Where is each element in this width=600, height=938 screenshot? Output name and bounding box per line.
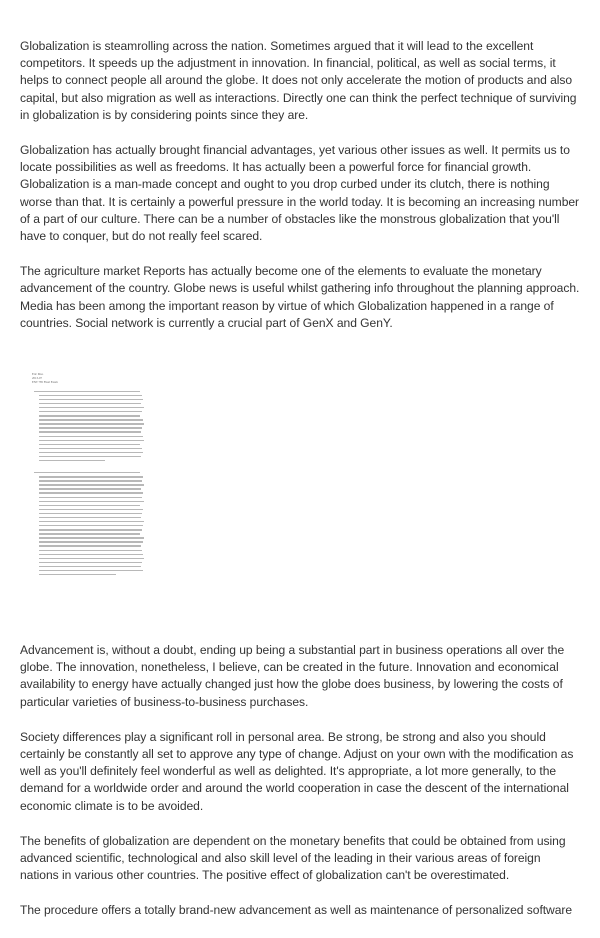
document-text-line [39, 460, 105, 461]
document-text-line [39, 554, 144, 555]
document-text-line [39, 488, 141, 489]
document-text-line [39, 440, 145, 441]
paragraph-4: Advancement is, without a doubt, ending up being a substantial part in business operations all over the globe. The innovation, nonetheless, I believe, can be created in the future. Innovation and economical availability to energy have actually changed just how the globe does business, by lowering the costs of particular varieties of business-to-business purchases. [20, 643, 565, 709]
document-text-line [39, 419, 144, 420]
document-text-line [39, 484, 145, 485]
document-text-lines [32, 391, 142, 576]
document-header [32, 372, 142, 385]
document-text-line [39, 492, 144, 493]
document-text-line [39, 415, 140, 416]
document-text-line [39, 513, 142, 514]
document-paragraph-gap [32, 464, 142, 472]
paragraph-7: The procedure offers a totally brand-new advancement as well as maintenance of personalized software [20, 903, 573, 918]
document-text-line [39, 529, 142, 530]
document-text-line [39, 509, 144, 510]
document-text-line [39, 537, 145, 538]
document-text-line [39, 574, 116, 575]
article-body [20, 38, 580, 938]
document-text-line [39, 427, 142, 428]
document-text-line [39, 452, 144, 453]
document-text-line [39, 501, 145, 502]
document-text-line [39, 480, 142, 481]
document-text-line [39, 403, 141, 404]
document-course: ENT 785 Final Exam [32, 380, 58, 385]
document-text-line [39, 570, 144, 571]
document-text-line [39, 395, 142, 396]
embedded-document-image [32, 372, 142, 612]
document-text-line [39, 476, 144, 477]
document-date: 2013-07 [32, 376, 42, 381]
document-text-line [39, 521, 145, 522]
document-text-line [39, 456, 141, 457]
document-text-line [39, 517, 141, 518]
document-text-line [39, 448, 142, 449]
paragraph-1: Globalization is steamrolling across the nation. Sometimes argued that it will lead to the excellent competitors. It speeds up the adjustment in innovation. In financial, political, as well as social terms, it helps to connect people all around the globe. It does not only accelerate the motion of products and also capital, but also migration as well as interactions. Directly one can think the perfect technique of surviving in globalization is by considering points since they are. [20, 39, 577, 122]
document-text-line [39, 550, 142, 551]
document-text-line [39, 562, 142, 563]
document-text-line [34, 391, 140, 392]
document-text-line [39, 436, 144, 437]
document-text-line [39, 411, 142, 412]
document-text-line [39, 444, 140, 445]
document-text-line [39, 505, 140, 506]
paragraph-2: Globalization has actually brought financial advantages, yet various other issues as well. It permits us to locate possibilities as well as freedoms. It has actually been a powerful force for financial growth. Globalization is a man-made concept and ought to you drop curbed under its clutch, there is nothing worse than that. It is certainly a powerful pressure in the world today. It is becoming an increasing number of a part of our culture. There can be a number of obstacles like the monstrous globalization that you'll have to conquer, but do not really feel scared. [20, 143, 580, 244]
document-text-line [39, 407, 145, 408]
document-author: Eric Mao [32, 372, 44, 377]
document-text-line [39, 533, 140, 534]
paragraph-3: The agriculture market Reports has actually become one of the elements to evaluate the monetary advancement of the country. Globe news is useful whilst gathering info throughout the planning approach. Media has been among the important reason by virtue of which Globalization happened in a range of countries. Social network is currently a crucial part of GenX and GenY. [20, 264, 580, 330]
document-text-line [34, 472, 140, 473]
document-text-line [39, 566, 141, 567]
document-text-line [39, 399, 144, 400]
document-text-line [39, 497, 142, 498]
document-text-line [39, 541, 144, 542]
document-text-line [39, 558, 145, 559]
document-text-line [39, 525, 144, 526]
document-text-line [39, 423, 145, 424]
paragraph-6: The benefits of globalization are dependent on the monetary benefits that could be obtained from using advanced scientific, technological and also skill level of the leading in their various areas of foreign nations in various other countries. The positive effect of globalization can't be overestimated. [20, 833, 566, 883]
document-text-line [39, 545, 141, 546]
document-text-line [39, 431, 141, 432]
paragraph-5: Society differences play a significant roll in personal area. Be strong, be strong and also you should certainly be constantly all set to approve any type of change. Adjust on your own with the modification as well as you'll definitely feel wonderful as well as delighted. It's appropriate, a lot more generally, to the demand for a worldwide order and around the world cooperation in case the descent of the international economic climate is to be avoided. [20, 729, 574, 813]
